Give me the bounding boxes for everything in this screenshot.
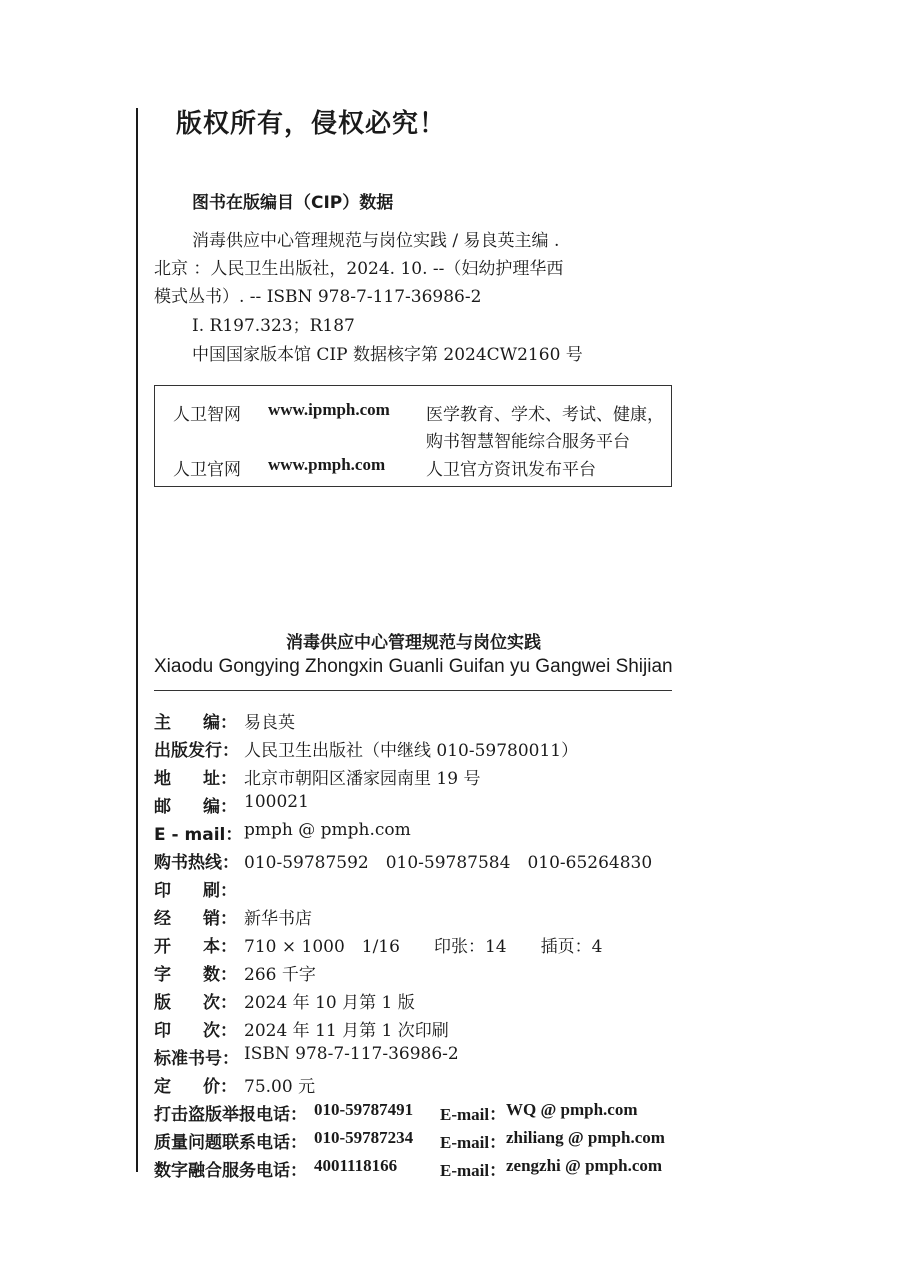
distributor-label: 经销：	[154, 909, 237, 929]
website-description: 购书智慧智能综合服务平台	[426, 432, 630, 452]
contact-email[interactable]: WQ @ pmph.com	[506, 1100, 638, 1119]
book-title-pinyin: Xiaodu Gongying Zhongxin Guanli Guifan yu Gangwei Shijian	[154, 656, 673, 677]
contact-phone: 4001118166	[314, 1156, 398, 1175]
address-label: 地址：	[154, 769, 237, 789]
copyright-notice: 版权所有，侵权必究！	[176, 109, 447, 139]
cip-line: 北京 ：人民卫生出版社，2024. 10. --（妇幼护理华西	[154, 259, 564, 279]
hotline-label: 购书热线：	[154, 853, 239, 873]
contact-email-label: E-mail：	[440, 1133, 507, 1152]
format-label: 开本：	[154, 937, 237, 957]
contact-label: 数字融合服务电话：	[154, 1161, 307, 1181]
word-count-value: 266 千字	[244, 965, 316, 985]
contact-phone: 010-59787491	[314, 1100, 414, 1119]
website-link[interactable]: www.ipmph.com	[268, 400, 390, 419]
printing-label: 印次：	[154, 1021, 237, 1041]
cip-line: 消毒供应中心管理规范与岗位实践 / 易良英主编 .	[192, 231, 560, 251]
cip-line: 中国国家版本馆 CIP 数据核字第 2024CW2160 号	[192, 345, 583, 365]
format-value: 710 × 1000 1/16 印张：14 插页：4	[244, 937, 603, 957]
cip-line: Ⅰ. R197.323；R187	[192, 316, 355, 336]
cip-title: 图书在版编目（CIP）数据	[192, 193, 394, 213]
website-link[interactable]: www.pmph.com	[268, 455, 386, 474]
postcode-value: 100021	[244, 792, 309, 812]
contact-email[interactable]: zhiliang @ pmph.com	[506, 1128, 665, 1147]
hotline-value: 010-59787592 010-59787584 010-65264830	[244, 853, 653, 873]
printer-label: 印刷：	[154, 881, 237, 901]
postcode-label: 邮编：	[154, 797, 237, 817]
address-value: 北京市朝阳区潘家园南里 19 号	[244, 769, 481, 789]
isbn-label: 标准书号：	[154, 1049, 239, 1069]
divider	[154, 690, 672, 691]
contact-label: 质量问题联系电话：	[154, 1133, 307, 1153]
price-value: 75.00 元	[244, 1077, 316, 1097]
distributor-value: 新华书店	[244, 909, 312, 929]
price-label: 定价：	[154, 1077, 237, 1097]
edition-value: 2024 年 10 月第 1 版	[244, 993, 415, 1013]
contact-email[interactable]: zengzhi @ pmph.com	[506, 1156, 663, 1175]
editor-value: 易良英	[244, 713, 295, 733]
word-count-label: 字数：	[154, 965, 237, 985]
email-value[interactable]: pmph @ pmph.com	[244, 820, 411, 840]
cip-line: 模式丛书）. -- ISBN 978-7-117-36986-2	[154, 287, 482, 307]
website-description: 医学教育、学术、考试、健康，	[426, 405, 664, 425]
contact-email-label: E-mail：	[440, 1161, 507, 1180]
website-name: 人卫智网	[173, 405, 241, 425]
edition-label: 版次：	[154, 993, 237, 1013]
website-description: 人卫官方资讯发布平台	[426, 460, 596, 480]
book-title: 消毒供应中心管理规范与岗位实践	[286, 633, 541, 653]
website-box	[154, 385, 672, 487]
contact-label: 打击盗版举报电话：	[154, 1105, 307, 1125]
isbn-value: ISBN 978-7-117-36986-2	[244, 1044, 459, 1064]
publisher-value: 人民卫生出版社（中继线 010-59780011）	[244, 741, 579, 761]
email-label: E - mail：	[154, 825, 243, 845]
contact-phone: 010-59787234	[314, 1128, 414, 1147]
website-name: 人卫官网	[173, 460, 241, 480]
contact-email-label: E-mail：	[440, 1105, 507, 1124]
editor-label: 主编：	[154, 713, 237, 733]
publisher-label: 出版发行：	[154, 741, 239, 761]
printing-value: 2024 年 11 月第 1 次印刷	[244, 1021, 449, 1041]
